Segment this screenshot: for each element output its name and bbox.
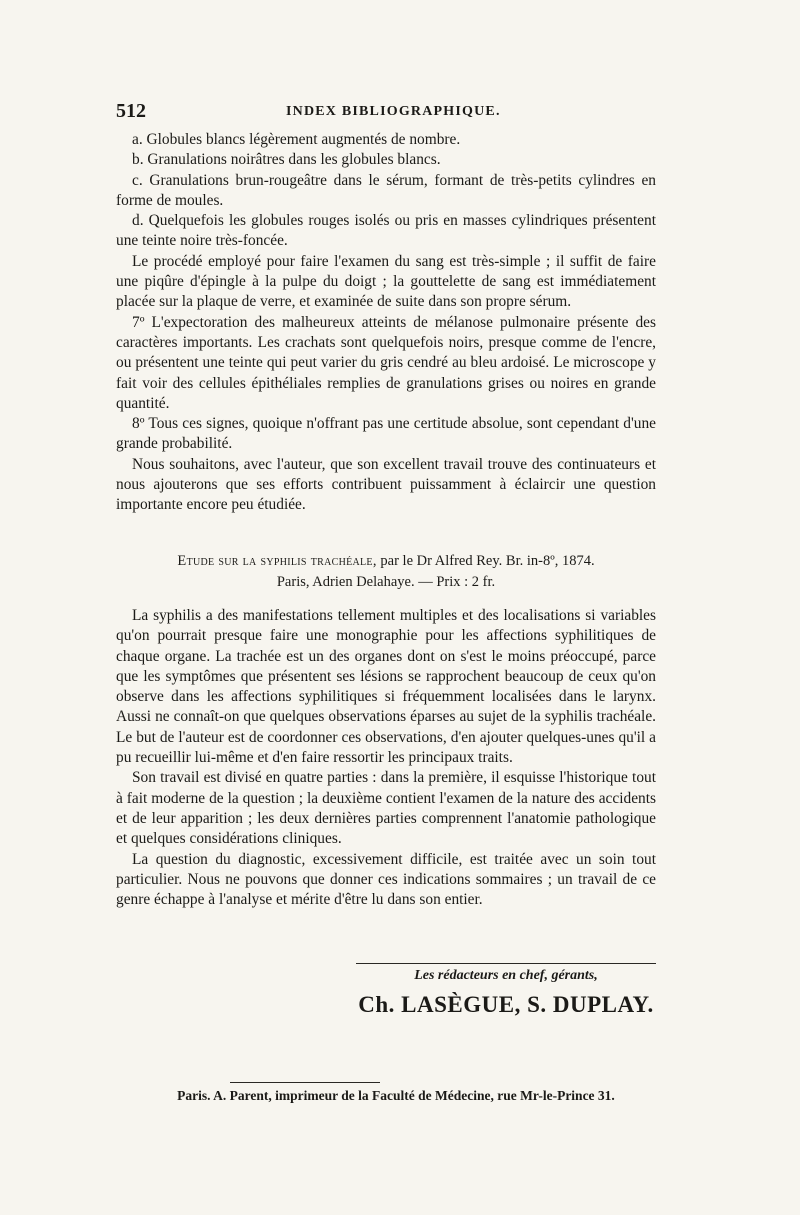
page-header bbox=[116, 100, 656, 126]
paragraph: d. Quelquefois les globules rouges isolés ou pris en masses cylindriques présentent une teinte noire très-foncée. bbox=[116, 212, 656, 250]
imprint-rule bbox=[230, 1082, 380, 1083]
paragraph: Son travail est divisé en quatre parties : dans la première, il esquisse l'historique tout à fait moderne de la question ; la deuxième contient l'examen de la nature des accidents et de leur apparition ; les deux dernières parties comprennent l'anatomie pathologique et quelques considérations cliniques. bbox=[116, 769, 656, 848]
paragraph: Nous souhaitons, avec l'auteur, que son excellent travail trouve des continuateurs et nous ajouterons que ses efforts contribuent puissamment à éclaircir une question importante encore peu étudiée. bbox=[116, 455, 656, 514]
editors-names: Ch. LASÈGUE, S. DUPLAY. bbox=[358, 992, 654, 1017]
paragraph: La syphilis a des manifestations tellement multiples et des localisations si variables qu'on pourrait presque faire une monographie pour les affections syphilitiques de chaque organe. La trachée est un des organes dont on s'est le moins préoccupé, parce que les symptômes que présentent ses lésions se rapprochent beaucoup de ceux qu'on observe dans les affections syphilitiques si fréquemment localisées dans le larynx. Aussi ne connaît-on que quelques observations éparses au sujet de la syphilis trachéale. Le but de l'auteur est de coordonner ces observations, d'en ajouter quelques-unes qu'il a pu recueillir lui-même et d'en faire ressortir les principaux traits. bbox=[116, 607, 656, 767]
signature-rule bbox=[356, 963, 656, 964]
paragraph: Le procédé employé pour faire l'examen du sang est très-simple ; il suffit de faire une piqûre d'épingle à la pulpe du doigt ; la gouttelette de sang est immédiatement placée sur la plaque de verre, et examinée de suite dans son propre sérum. bbox=[116, 252, 656, 311]
printer-imprint: Paris. A. Parent, imprimeur de la Faculté de Médecine, rue Mr-le-Prince 31. bbox=[177, 1088, 615, 1103]
paragraph: b. Granulations noirâtres dans les globules blancs. bbox=[132, 151, 441, 169]
paragraph: 8º Tous ces signes, quoique n'offrant pas une certitude absolue, sont cependant d'une grande probabilité. bbox=[116, 415, 656, 453]
paragraph: La question du diagnostic, excessivement difficile, est traitée avec un soin tout particulier. Nous ne pouvons que donner ces indications sommaires ; un travail de ce genre échappe à l'analyse et mérite d'être lu dans son entier. bbox=[116, 850, 656, 909]
review-title-publisher: Paris, Adrien Delahaye. — Prix : 2 fr. bbox=[276, 574, 496, 590]
observations-section bbox=[116, 130, 656, 516]
review-title bbox=[116, 551, 656, 593]
review-section bbox=[116, 606, 656, 910]
page-number: 512 bbox=[116, 100, 146, 122]
review-title-work: Etude sur la syphilis trachéale, bbox=[177, 553, 377, 569]
paragraph: 7º L'expectoration des malheureux atteints de mélanose pulmonaire présente des caractères importants. Les crachats sont quelquefois noirs, presque comme de l'encre, ou présentent une teinte qui peut varier du gris cendré au bleu ardoisé. Le microscope y fait voir des cellules épithéliales remplies de granulations grises ou noires en grande quantité. bbox=[116, 313, 656, 412]
paragraph: c. Granulations brun-rougeâtre dans le sérum, formant de très-petits cylindres en forme de moules. bbox=[116, 171, 656, 209]
running-head: INDEX BIBLIOGRAPHIQUE. bbox=[286, 104, 501, 119]
paragraph: a. Globules blancs légèrement augmentés de nombre. bbox=[132, 131, 461, 148]
editors-label: Les rédacteurs en chef, gérants, bbox=[414, 968, 598, 983]
review-title-author: par le Dr Alfred Rey. Br. in-8º, 1874. bbox=[376, 553, 595, 569]
